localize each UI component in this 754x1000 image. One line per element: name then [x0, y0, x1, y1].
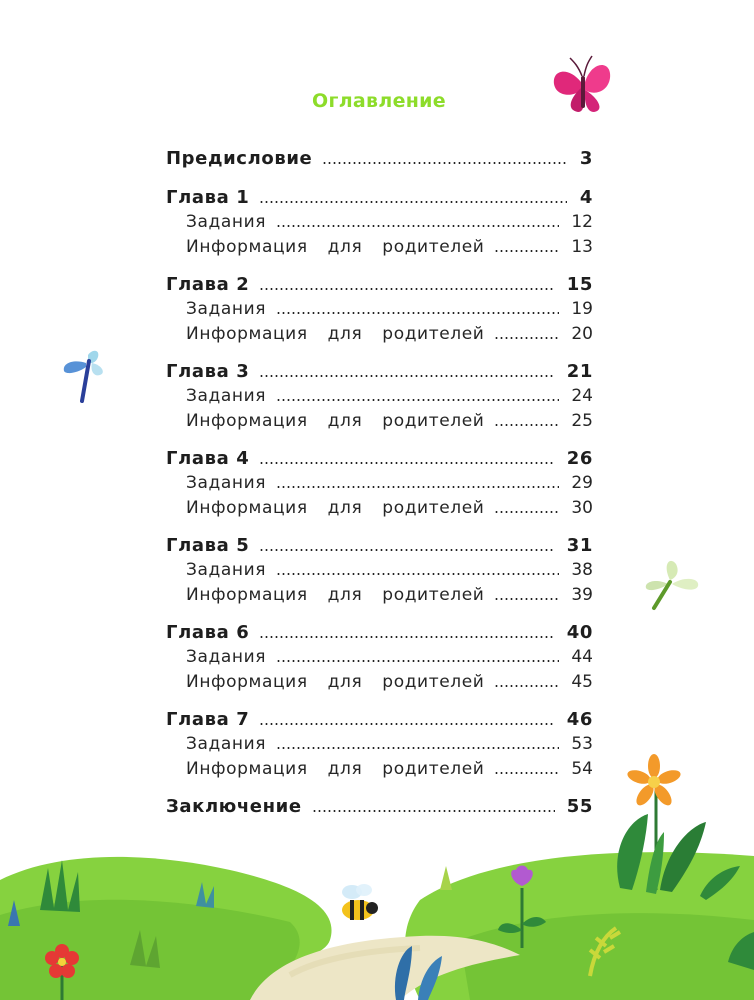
- toc-label: Задания: [186, 299, 267, 319]
- dot-leader: [494, 424, 559, 426]
- toc-label: Информация для родителей: [186, 324, 485, 344]
- toc-entry-tasks: [166, 210, 593, 235]
- toc-label: Информация для родителей: [186, 498, 485, 518]
- table-of-contents: [166, 146, 593, 819]
- dot-leader: [494, 598, 559, 600]
- toc-page-number: 19: [571, 299, 593, 319]
- page-title: Оглавление: [312, 90, 446, 112]
- toc-label: Задания: [186, 560, 267, 580]
- toc-label: Глава 1: [166, 187, 250, 208]
- toc-label: Глава 3: [166, 361, 250, 382]
- toc-label: Предисловие: [166, 148, 313, 169]
- toc-entry-tasks: [166, 384, 593, 409]
- toc-page-number: 4: [579, 187, 593, 208]
- toc-entry-parents-info: [166, 409, 593, 434]
- dragonfly-illustration: [640, 556, 704, 614]
- dot-leader: [259, 201, 567, 203]
- toc-entry-parents-info: [166, 496, 593, 521]
- toc-page-number: 13: [571, 237, 593, 257]
- toc-page-number: 39: [571, 585, 593, 605]
- toc-entry-chapter: [166, 272, 593, 297]
- toc-label: Информация для родителей: [186, 759, 485, 779]
- toc-page-number: 30: [571, 498, 593, 518]
- toc-label: Глава 2: [166, 274, 250, 295]
- dot-leader: [494, 685, 559, 687]
- dot-leader: [259, 549, 554, 551]
- toc-label: Задания: [186, 386, 267, 406]
- toc-label: Глава 5: [166, 535, 250, 556]
- dot-leader: [322, 162, 567, 164]
- dot-leader: [276, 312, 559, 314]
- toc-label: Задания: [186, 734, 267, 754]
- toc-page-number: 54: [571, 759, 593, 779]
- dot-leader: [259, 375, 554, 377]
- toc-page-number: 53: [571, 734, 593, 754]
- toc-page-number: 38: [571, 560, 593, 580]
- toc-entry-parents-info: [166, 322, 593, 347]
- toc-label: Задания: [186, 647, 267, 667]
- toc-page-number: 15: [566, 274, 593, 295]
- toc-label: Информация для родителей: [186, 411, 485, 431]
- toc-page-number: 55: [566, 796, 593, 817]
- toc-page-number: 31: [566, 535, 593, 556]
- toc-entry-parents-info: [166, 583, 593, 608]
- dot-leader: [276, 660, 559, 662]
- toc-entry-preface: [166, 146, 593, 171]
- toc-page-number: 26: [566, 448, 593, 469]
- toc-label: Информация для родителей: [186, 585, 485, 605]
- dot-leader: [494, 511, 559, 513]
- toc-entry-chapter: [166, 185, 593, 210]
- toc-entry-parents-info: [166, 670, 593, 695]
- toc-label: Информация для родителей: [186, 237, 485, 257]
- dot-leader: [494, 250, 559, 252]
- toc-page-number: 12: [571, 212, 593, 232]
- toc-page-number: 46: [566, 709, 593, 730]
- dot-leader: [494, 337, 559, 339]
- toc-label: Информация для родителей: [186, 672, 485, 692]
- toc-label: Глава 4: [166, 448, 250, 469]
- toc-entry-chapter: [166, 707, 593, 732]
- toc-page-number: 20: [571, 324, 593, 344]
- dot-leader: [259, 723, 554, 725]
- toc-entry-chapter: [166, 446, 593, 471]
- toc-page-number: 44: [571, 647, 593, 667]
- toc-label: Заключение: [166, 796, 302, 817]
- toc-label: Задания: [186, 473, 267, 493]
- dot-leader: [276, 225, 559, 227]
- dot-leader: [276, 486, 559, 488]
- toc-page-number: 29: [571, 473, 593, 493]
- toc-entry-tasks: [166, 297, 593, 322]
- meadow-illustration: [0, 740, 754, 1000]
- toc-page-number: 3: [579, 148, 593, 169]
- butterfly-illustration: [548, 52, 618, 118]
- toc-page-number: 45: [571, 672, 593, 692]
- toc-page-number: 40: [566, 622, 593, 643]
- toc-page-number: 21: [566, 361, 593, 382]
- toc-entry-tasks: [166, 471, 593, 496]
- toc-entry-chapter: [166, 359, 593, 384]
- bee-icon: [342, 884, 378, 920]
- dot-leader: [276, 573, 559, 575]
- dot-leader: [259, 636, 554, 638]
- toc-entry-chapter: [166, 533, 593, 558]
- toc-page-number: 24: [571, 386, 593, 406]
- toc-label: Задания: [186, 212, 267, 232]
- toc-page-number: 25: [571, 411, 593, 431]
- dot-leader: [259, 288, 554, 290]
- toc-entry-chapter: [166, 620, 593, 645]
- toc-entry-tasks: [166, 558, 593, 583]
- toc-label: Глава 6: [166, 622, 250, 643]
- dot-leader: [259, 462, 554, 464]
- toc-entry-parents-info: [166, 235, 593, 260]
- dot-leader: [276, 399, 559, 401]
- toc-entry-tasks: [166, 645, 593, 670]
- dragonfly-illustration: [58, 345, 108, 405]
- toc-label: Глава 7: [166, 709, 250, 730]
